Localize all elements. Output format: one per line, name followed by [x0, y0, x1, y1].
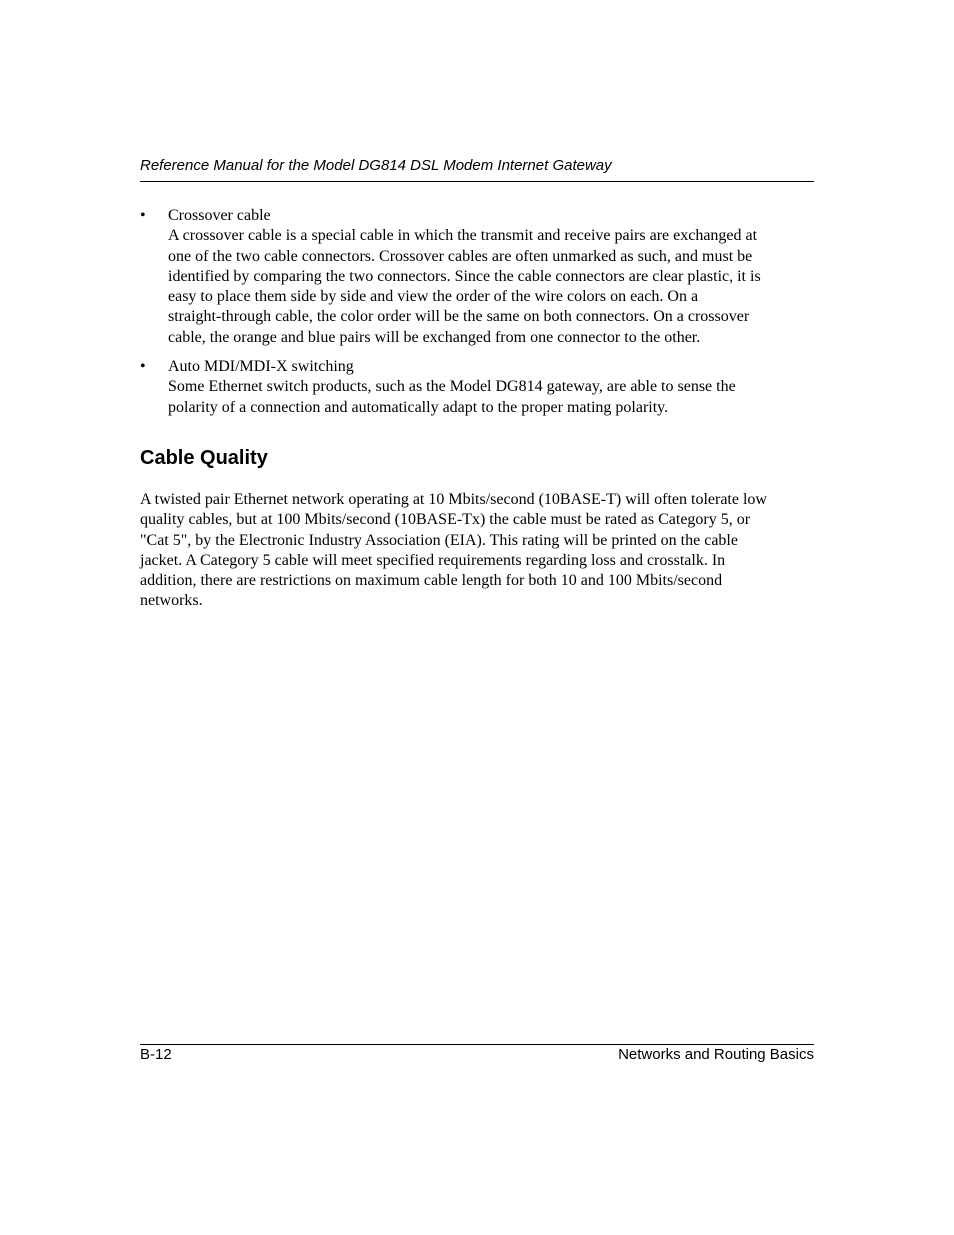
text-line: Some Ethernet switch products, such as the Model DG814 gateway, are able to sense the — [168, 378, 736, 396]
text-line: one of the two cable connectors. Crossover cables are often unmarked as such, and must be — [168, 247, 753, 265]
text-line: "Cat 5", by the Electronic Industry Association (EIA). This rating will be printed on the cable — [140, 531, 738, 549]
running-header-title: Reference Manual for the Model DG814 DSL Modem Internet Gateway — [140, 157, 612, 174]
text-line: quality cables, but at 100 Mbits/second (10BASE-Tx) the cable must be rated as Category 5, or — [140, 511, 751, 529]
text-line: networks. — [140, 592, 203, 610]
text-line: polarity of a connection and automatically adapt to the proper mating polarity. — [168, 398, 669, 416]
bullet-description — [168, 377, 814, 418]
text-line: jacket. A Category 5 cable will meet specified requirements regarding loss and crosstalk. In — [140, 551, 726, 569]
text-line: A twisted pair Ethernet network operating at 10 Mbits/second (10BASE-T) will often tolerate low — [140, 491, 767, 508]
bullet-item-crossover-cable — [140, 206, 814, 348]
text-line: straight-through cable, the color order will be the same on both connectors. On a crossover — [168, 308, 750, 326]
text-line: A crossover cable is a special cable in which the transmit and receive pairs are exchanged at — [168, 227, 758, 245]
header-rule — [140, 181, 814, 182]
bullet-marker: • — [140, 207, 146, 224]
text-line: easy to place them side by side and view the order of the wire colors on each. On a — [168, 288, 699, 306]
text-line: identified by comparing the two connectors. Since the cable connectors are clear plastic, it is — [168, 267, 761, 285]
bullet-marker: • — [140, 358, 146, 376]
section-heading: Cable Quality — [140, 447, 268, 469]
bullet-term: Crossover cable — [168, 207, 271, 224]
bullet-item-auto-mdi — [140, 357, 814, 418]
text-line: cable, the orange and blue pairs will be exchanged from one connector to the other. — [168, 328, 701, 346]
page-number: B-12 — [140, 1046, 172, 1063]
chapter-title: Networks and Routing Basics — [618, 1046, 814, 1063]
text-line: addition, there are restrictions on maximum cable length for both 10 and 100 Mbits/second — [140, 572, 723, 590]
bullet-list — [140, 206, 814, 418]
bullet-description — [168, 226, 814, 348]
body-paragraph — [140, 490, 814, 612]
bullet-term: Auto MDI/MDI-X switching — [168, 358, 354, 376]
